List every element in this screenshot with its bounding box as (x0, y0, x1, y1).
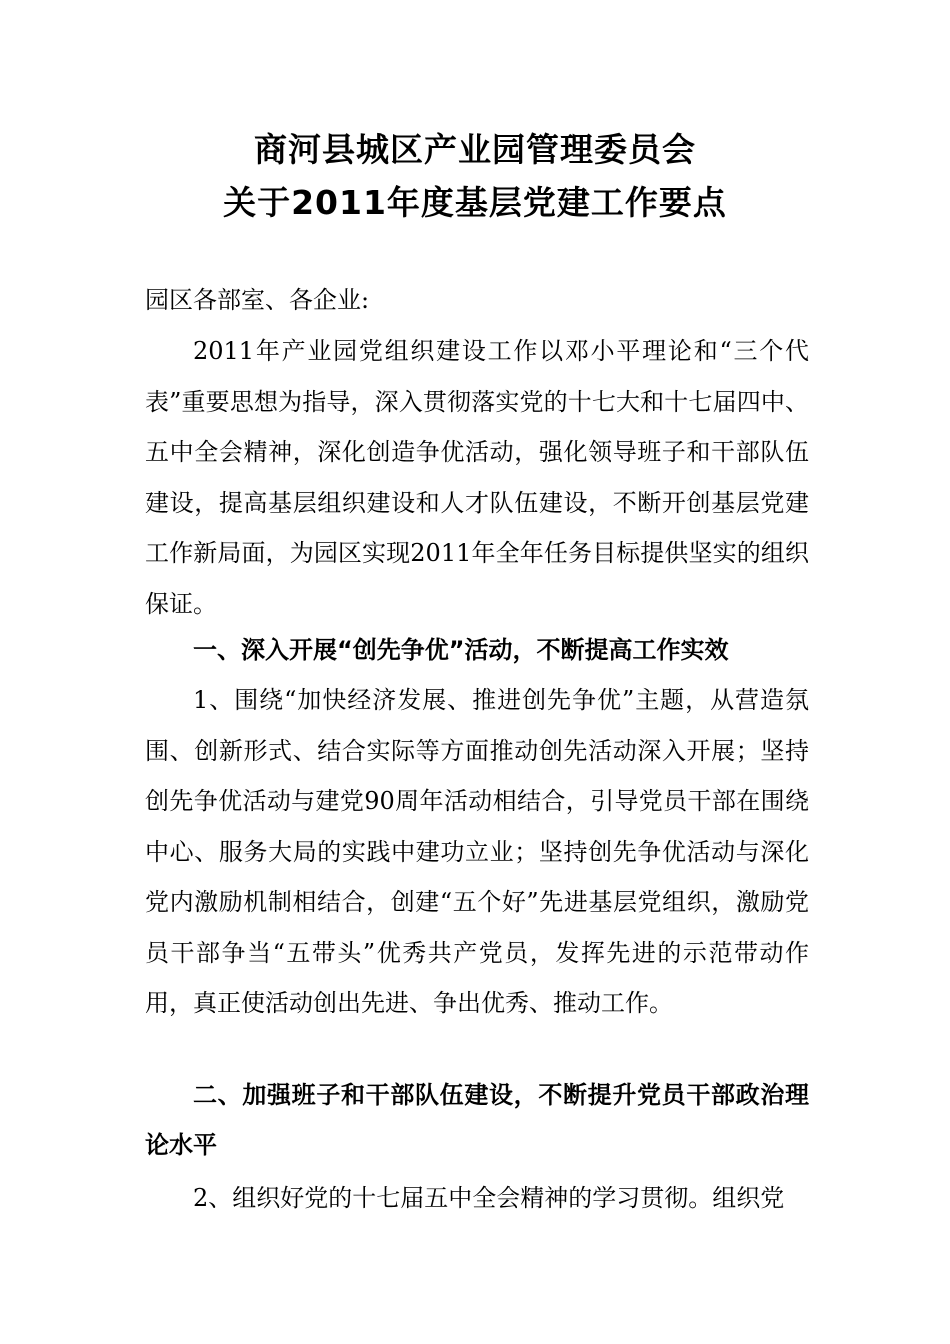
section-heading-2: 二、加强班子和干部队伍建设，不断提升党员干部政治理论水平 (145, 1081, 809, 1159)
section-heading-1: 一、深入开展“创先争优”活动，不断提高工作实效 (193, 636, 729, 664)
salutation: 园区各部室、各企业: (145, 286, 370, 314)
intro-paragraph: 2011年产业园党组织建设工作以邓小平理论和“三个代表”重要思想为指导，深入贯彻落实党的十七大和十七届四中、五中全会精神，深化创造争优活动，强化领导班子和干部队伍建设，提高基层组织建设和人才队伍建设，不断开创基层党建工作新局面，为园区实现2011年全年任务目标提供坚实的组织保证。 (145, 337, 809, 618)
item-paragraph-2: 2、组织好党的十七届五中全会精神的学习贯彻。组织党 (193, 1184, 785, 1212)
document-title-line1: 商河县城区产业园管理委员会 (254, 130, 696, 169)
item-paragraph-1: 1、围绕“加快经济发展、推进创先争优”主题，从营造氛围、创新形式、结合实际等方面推动创先活动深入开展；坚持创先争优活动与建党90周年活动相结合，引导党员干部在围绕中心、服务大局的实践中建功立业；坚持创先争优活动与深化党内激励机制相结合，创建“五个好”先进基层党组织，激励党员干部争当“五带头”优秀共产党员，发挥先进的示范带动作用，真正使活动创出先进、争出优秀、推动工作。 (145, 686, 809, 1017)
document-title-line2: 关于2011年度基层党建工作要点 (223, 183, 727, 222)
